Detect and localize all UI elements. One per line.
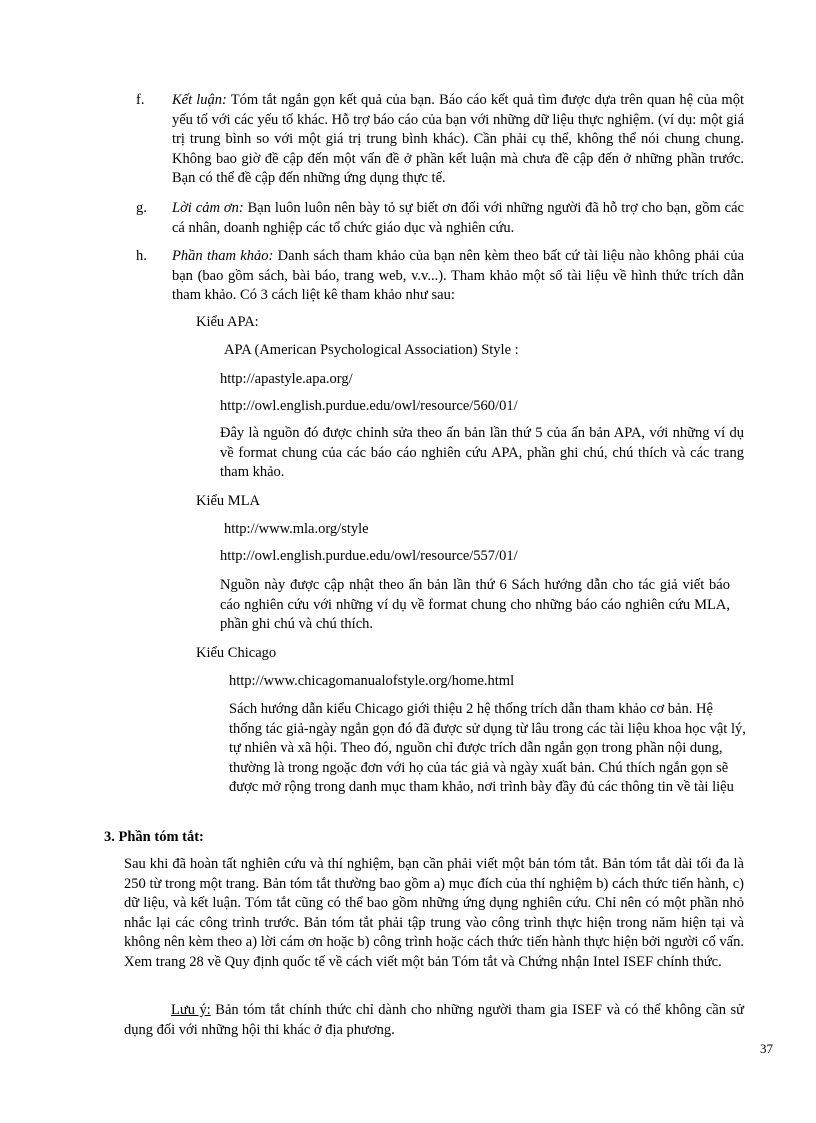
section-3-heading: 3. Phần tóm tắt: — [104, 829, 204, 845]
mla-url-1: http://www.mla.org/style — [224, 521, 369, 537]
apa-url-1: http://apastyle.apa.org/ — [220, 371, 353, 387]
apa-name: APA (American Psychological Association) Style : — [224, 342, 519, 358]
apa-heading: Kiểu APA: — [196, 314, 259, 330]
item-f-paragraph — [172, 91, 744, 189]
mla-description: Nguồn này được cập nhật theo ấn bản lần thứ 6 Sách hướng dẫn cho tác giả viết báo cáo nghiên cứu với những ví dụ về format chung cho những báo cáo nghiên cứu MLA, phần ghi chú và chú thích. — [220, 577, 730, 632]
item-g-paragraph — [172, 199, 744, 238]
item-g-text: Bạn luôn luôn nên bày tỏ sự biết ơn đối với những người đã hỗ trợ cho bạn, gồm các cá nhân, doanh nghiệp các tổ chức giáo dục và nghiên cứu. — [172, 200, 744, 236]
chicago-description: Sách hướng dẫn kiểu Chicago giới thiệu 2 hệ thống trích dẫn tham khảo cơ bản. Hệ thống tác giả-ngày ngắn gọn đó đã được sử dụng từ lâu trong các tài liệu khoa học vật lý, tự nhiên và xã hội. Theo đó, nguồn chỉ được trích dẫn ngắn gọn trong phần nội dung, thường là trong ngoặc đơn với họ của tác giả và ngày xuất bản. Chú thích ngắn gọn sẽ được mở rộng trong danh mục tham khảo, nơi trình bày đầy đủ các thông tin về tài liệu — [229, 701, 746, 795]
item-h-paragraph — [172, 247, 744, 306]
page-number: 37 — [760, 1041, 773, 1056]
item-h-title: Phần tham khảo: — [172, 248, 274, 264]
item-h-marker: h. — [136, 248, 147, 264]
chicago-heading: Kiểu Chicago — [196, 645, 277, 661]
mla-heading: Kiểu MLA — [196, 493, 261, 509]
note-text: Bản tóm tắt chính thức chỉ dành cho những người tham gia ISEF và có thể không cần sử dụng đối với những hội thi khác ở địa phương. — [124, 1002, 744, 1038]
apa-description: Đây là nguồn đó được chỉnh sửa theo ấn bản lần thứ 5 của ấn bản APA, với những ví dụ về format chung của các báo cáo nghiên cứu APA, phần ghi chú, chú thích và các trang tham khảo. — [220, 425, 744, 480]
apa-url-2: http://owl.english.purdue.edu/owl/resource/560/01/ — [220, 398, 518, 414]
item-f-marker: f. — [136, 92, 145, 108]
item-g-title: Lời cảm ơn: — [172, 200, 244, 216]
note-label: Lưu ý: — [171, 1002, 211, 1018]
item-f-text: Tóm tắt ngắn gọn kết quả của bạn. Báo cáo kết quả tìm được dựa trên quan hệ của một yếu tố với các yếu tố khác. Hỗ trợ báo cáo của bạn với những dữ liệu thực nghiệm. (ví dụ: một giá trị trung bình so với một giá trị trung bình khác). Cần phải cụ thể, không thể nói chung chung. Không bao giờ đề cập đến một vấn đề ở phần kết luận mà chưa đề cập đến ở những phần trước. Bạn có thể đề cập đến những ứng dụng thực tế. — [172, 92, 744, 186]
section-3-paragraph: Sau khi đã hoàn tất nghiên cứu và thí nghiệm, bạn cần phải viết một bản tóm tắt. Bản tóm tắt dài tối đa là 250 từ trong một trang. Bản tóm tắt thường bao gồm a) mục đích của thí nghiệm b) cách thức tiến hành, c) dữ liệu, và kết luận. Tóm tắt cũng có thể bao gồm những ứng dụng nghiên cứu. Chỉ nên có một phần nhỏ nhắc lại các công trình trước. Bản tóm tắt phải tập trung vào công trình thực hiện trong năm hiện tại và không nên kèm theo a) lời cám ơn hoặc b) công trình hoặc cách thức tiến hành thực hiện bởi người cố vấn. Xem trang 28 về Quy định quốc tế về cách viết một bản Tóm tắt và Chứng nhận Intel ISEF chính thức. — [124, 856, 744, 970]
item-g-marker: g. — [136, 200, 147, 216]
item-f-title: Kết luận: — [172, 92, 227, 108]
section-3-note — [124, 1001, 744, 1040]
mla-url-2: http://owl.english.purdue.edu/owl/resource/557/01/ — [220, 548, 518, 564]
item-h-text: Danh sách tham khảo của bạn nên kèm theo bất cứ tài liệu nào không phải của bạn (bao gồm sách, bài báo, trang web, v.v...). Tham khảo một số tài liệu về hình thức trích dẫn tham khảo. Có 3 cách liệt kê tham khảo như sau: — [172, 248, 745, 303]
chicago-url-1: http://www.chicagomanualofstyle.org/home.html — [229, 673, 515, 689]
